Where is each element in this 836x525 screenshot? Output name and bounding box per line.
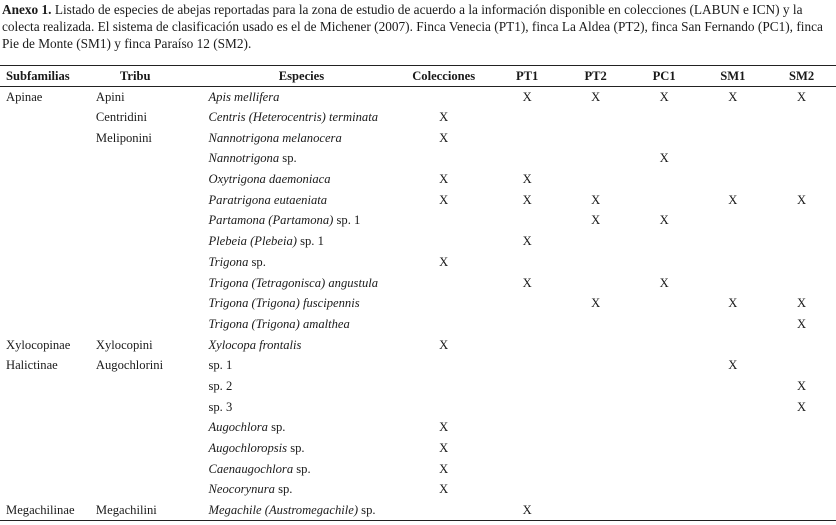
- especie-italic: Partamona (Partamona): [208, 213, 334, 228]
- subfamilia-cell: [0, 376, 96, 397]
- pt2-mark: X: [591, 89, 601, 104]
- sm2-mark: X: [797, 399, 807, 414]
- sm2-mark: [767, 252, 836, 273]
- pt1-mark: X: [522, 275, 532, 290]
- especie-italic: Trigona (Trigona) fuscipennis: [208, 296, 360, 311]
- colecciones-mark: [394, 314, 493, 335]
- tribu-cell: [96, 169, 209, 190]
- pc1-mark: [630, 459, 699, 480]
- subfamilia-cell: [0, 252, 96, 273]
- sm2-mark: [767, 438, 836, 459]
- sm2-mark: [767, 169, 836, 190]
- pt1-mark: X: [522, 172, 532, 187]
- pt2-mark: [561, 355, 629, 376]
- especie-plain: sp. 2: [208, 378, 233, 393]
- tribu-cell: [96, 211, 209, 232]
- pt2-mark: [561, 459, 629, 480]
- sm2-mark: [767, 355, 836, 376]
- pc1-mark: X: [659, 89, 669, 104]
- especie-cell: [208, 190, 394, 211]
- pt1-mark: [493, 314, 561, 335]
- pt1-mark: X: [522, 89, 532, 104]
- especie-cell: [208, 459, 394, 480]
- subfamilia-cell: [0, 211, 96, 232]
- especie-plain: sp. 3: [208, 399, 233, 414]
- especie-cell: [208, 169, 394, 190]
- pt2-mark: [561, 128, 629, 149]
- sm2-mark: [767, 273, 836, 294]
- pc1-mark: [630, 169, 699, 190]
- sm1-mark: [698, 438, 767, 459]
- especie-italic: Nannotrigona: [208, 151, 280, 166]
- sm2-mark: X: [797, 378, 807, 393]
- pc1-mark: X: [659, 213, 669, 228]
- pt1-mark: [493, 211, 561, 232]
- sm1-mark: X: [728, 358, 738, 373]
- especie-cell: [208, 397, 394, 418]
- pt2-mark: [561, 149, 629, 170]
- colecciones-mark: [394, 231, 493, 252]
- subfamilia-cell: [0, 418, 96, 439]
- pt2-mark: [561, 314, 629, 335]
- especie-cell: [208, 418, 394, 439]
- pt1-mark: [493, 459, 561, 480]
- table-row: [0, 107, 836, 128]
- pc1-mark: X: [659, 151, 669, 166]
- sm2-mark: [767, 107, 836, 128]
- pt1-mark: [493, 107, 561, 128]
- pc1-mark: [630, 480, 699, 501]
- table-row: [0, 335, 836, 356]
- tribu-cell: [96, 438, 209, 459]
- colecciones-mark: X: [439, 130, 449, 145]
- especie-italic: Nannotrigona melanocera: [208, 130, 342, 145]
- especie-cell: [208, 293, 394, 314]
- header-subfamilias: Subfamilias: [6, 68, 70, 83]
- subfamilia-cell: [0, 438, 96, 459]
- colecciones-mark: [394, 293, 493, 314]
- especie-italic: Trigona: [208, 254, 249, 269]
- table-body: [0, 87, 836, 521]
- colecciones-mark: X: [439, 461, 449, 476]
- pt2-mark: [561, 169, 629, 190]
- table-caption: [2, 1, 834, 52]
- header-sm2: SM2: [788, 68, 815, 83]
- header-tribu: Tribu: [119, 68, 151, 83]
- especie-cell: [208, 87, 394, 108]
- sm2-mark: X: [797, 316, 807, 331]
- tribu-cell: [96, 397, 209, 418]
- especie-plain: sp.: [267, 420, 286, 435]
- tribu-cell: [96, 231, 209, 252]
- tribu-cell: [96, 480, 209, 501]
- sm1-mark: [698, 273, 767, 294]
- sm1-mark: [698, 211, 767, 232]
- sm2-mark: [767, 211, 836, 232]
- pc1-mark: [630, 438, 699, 459]
- pt2-mark: X: [591, 213, 601, 228]
- especie-italic: Paratrigona eutaeniata: [208, 192, 328, 207]
- header-pt2: PT2: [584, 68, 607, 83]
- table-row: [0, 211, 836, 232]
- pt1-mark: [493, 397, 561, 418]
- pt2-mark: [561, 500, 629, 521]
- sm2-mark: [767, 149, 836, 170]
- colecciones-mark: X: [439, 337, 449, 352]
- pc1-mark: [630, 500, 699, 521]
- colecciones-mark: [394, 376, 493, 397]
- sm2-mark: X: [797, 192, 807, 207]
- especie-plain: sp. 1: [208, 358, 233, 373]
- pt2-mark: X: [591, 296, 601, 311]
- header-pc1: PC1: [652, 68, 676, 83]
- especie-cell: [208, 335, 394, 356]
- table-row: [0, 459, 836, 480]
- pc1-mark: [630, 231, 699, 252]
- subfamilia-cell: [0, 128, 96, 149]
- pt1-mark: [493, 252, 561, 273]
- tribu-cell: [96, 459, 209, 480]
- pc1-mark: X: [659, 275, 669, 290]
- table-row: [0, 273, 836, 294]
- especie-italic: Apis mellifera: [208, 89, 280, 104]
- especie-cell: [208, 500, 394, 521]
- species-table: [0, 65, 836, 521]
- colecciones-mark: X: [439, 420, 449, 435]
- colecciones-mark: [394, 149, 493, 170]
- sm1-mark: [698, 314, 767, 335]
- colecciones-mark: X: [439, 482, 449, 497]
- especie-italic: Oxytrigona daemoniaca: [208, 172, 331, 187]
- subfamilia-cell: Megachilinae: [6, 502, 75, 517]
- especie-plain: sp.: [287, 441, 305, 456]
- pc1-mark: [630, 107, 699, 128]
- especie-plain: sp.: [358, 502, 376, 517]
- table-row: [0, 128, 836, 149]
- table-row: [0, 190, 836, 211]
- pc1-mark: [630, 314, 699, 335]
- pt1-mark: X: [522, 192, 532, 207]
- especie-italic: Trigona (Trigona) amalthea: [208, 316, 350, 331]
- tribu-cell: [96, 293, 209, 314]
- subfamilia-cell: [0, 293, 96, 314]
- sm1-mark: [698, 397, 767, 418]
- pc1-mark: [630, 335, 699, 356]
- pt2-mark: [561, 480, 629, 501]
- tribu-cell: [96, 190, 209, 211]
- sm2-mark: [767, 459, 836, 480]
- tribu-cell: [96, 314, 209, 335]
- caption-text: Listado de especies de abejas reportadas para la zona de estudio de acuerdo a la información disponible en colecciones (LABUN e ICN) y la colecta realizada. El sistema de clasificación usado es el de Michener (2007). Finca Venecia (PT1), finca La Aldea (PT2), finca San Fernando (PC1), finca Pie de Monte (SM1) y finca Paraíso 12 (SM2).: [2, 2, 823, 51]
- especie-cell: [208, 149, 394, 170]
- table-row: [0, 480, 836, 501]
- tribu-cell: [96, 418, 209, 439]
- subfamilia-cell: [0, 480, 96, 501]
- colecciones-mark: X: [439, 192, 449, 207]
- colecciones-mark: X: [439, 172, 449, 187]
- sm1-mark: [698, 500, 767, 521]
- pt2-mark: [561, 107, 629, 128]
- tribu-cell: Augochlorini: [95, 358, 164, 373]
- sm1-mark: [698, 149, 767, 170]
- colecciones-mark: [394, 397, 493, 418]
- especie-cell: [208, 376, 394, 397]
- colecciones-mark: X: [439, 441, 449, 456]
- pc1-mark: [630, 190, 699, 211]
- subfamilia-cell: [0, 190, 96, 211]
- sm1-mark: X: [728, 296, 738, 311]
- especie-cell: [208, 107, 394, 128]
- table-row: [0, 500, 836, 521]
- especie-plain: sp.: [274, 482, 293, 497]
- pt1-mark: X: [522, 502, 532, 517]
- especie-cell: [208, 252, 394, 273]
- tribu-cell: [96, 252, 209, 273]
- sm1-mark: [698, 252, 767, 273]
- subfamilia-cell: Xylocopinae: [6, 337, 71, 352]
- subfamilia-cell: Apinae: [6, 89, 43, 104]
- pt1-mark: [493, 335, 561, 356]
- table-row: [0, 252, 836, 273]
- pc1-mark: [630, 397, 699, 418]
- sm2-mark: [767, 480, 836, 501]
- subfamilia-cell: [0, 107, 96, 128]
- pt2-mark: [561, 438, 629, 459]
- sm1-mark: [698, 335, 767, 356]
- subfamilia-cell: [0, 231, 96, 252]
- pt1-mark: [493, 480, 561, 501]
- especie-cell: [208, 438, 394, 459]
- pt2-mark: [561, 335, 629, 356]
- tribu-cell: [96, 376, 209, 397]
- subfamilia-cell: [0, 149, 96, 170]
- especie-cell: [208, 211, 394, 232]
- subfamilia-cell: [0, 397, 96, 418]
- colecciones-mark: [394, 500, 493, 521]
- table-row: [0, 355, 836, 376]
- colecciones-mark: [394, 273, 493, 294]
- pt2-mark: [561, 397, 629, 418]
- sm1-mark: [698, 169, 767, 190]
- table-row: [0, 169, 836, 190]
- colecciones-mark: [394, 87, 493, 108]
- pt2-mark: [561, 273, 629, 294]
- especie-cell: [208, 355, 394, 376]
- header-sm1: SM1: [720, 68, 746, 83]
- header-pt1: PT1: [515, 68, 539, 83]
- sm1-mark: [698, 128, 767, 149]
- tribu-cell: [96, 273, 209, 294]
- especie-italic: Megachile (Austromegachile): [208, 502, 359, 517]
- table-row: [0, 87, 836, 108]
- colecciones-mark: [394, 355, 493, 376]
- table-row: [0, 149, 836, 170]
- sm2-mark: [767, 128, 836, 149]
- sm2-mark: X: [797, 89, 807, 104]
- pt2-mark: [561, 376, 629, 397]
- pt1-mark: [493, 293, 561, 314]
- subfamilia-cell: [0, 273, 96, 294]
- table-row: [0, 231, 836, 252]
- sm2-mark: [767, 500, 836, 521]
- table-row: [0, 376, 836, 397]
- pt2-mark: [561, 231, 629, 252]
- pc1-mark: [630, 128, 699, 149]
- especie-italic: Augochloropsis: [208, 441, 288, 456]
- pt1-mark: [493, 418, 561, 439]
- tribu-cell: Meliponini: [95, 130, 152, 145]
- especie-italic: Caenaugochlora: [208, 461, 294, 476]
- especie-italic: Neocorynura: [208, 482, 275, 497]
- especie-cell: [208, 314, 394, 335]
- subfamilia-cell: [0, 169, 96, 190]
- especie-italic: Plebeia (Plebeia): [208, 234, 297, 249]
- pt2-mark: [561, 418, 629, 439]
- especie-plain: sp.: [248, 254, 266, 269]
- tribu-cell: Xylocopini: [95, 337, 153, 352]
- especie-italic: Augochlora: [208, 420, 268, 435]
- sm1-mark: [698, 480, 767, 501]
- especie-plain: sp. 1: [296, 234, 324, 249]
- subfamilia-cell: [0, 459, 96, 480]
- sm1-mark: X: [728, 192, 738, 207]
- pc1-mark: [630, 293, 699, 314]
- sm1-mark: X: [728, 89, 738, 104]
- especie-cell: [208, 231, 394, 252]
- sm2-mark: X: [797, 296, 807, 311]
- especie-italic: Xylocopa frontalis: [208, 337, 302, 352]
- tribu-cell: Centridini: [95, 110, 147, 125]
- especie-plain: sp.: [293, 461, 311, 476]
- colecciones-mark: X: [439, 254, 449, 269]
- pc1-mark: [630, 376, 699, 397]
- pt1-mark: X: [522, 234, 532, 249]
- table-row: [0, 293, 836, 314]
- pc1-mark: [630, 355, 699, 376]
- sm2-mark: [767, 335, 836, 356]
- sm1-mark: [698, 376, 767, 397]
- sm2-mark: [767, 418, 836, 439]
- sm2-mark: [767, 231, 836, 252]
- table-row: [0, 397, 836, 418]
- pt1-mark: [493, 355, 561, 376]
- especie-italic: Trigona (Tetragonisca) angustula: [208, 275, 379, 290]
- pt1-mark: [493, 149, 561, 170]
- pt1-mark: [493, 438, 561, 459]
- especie-plain: sp. 1: [333, 213, 361, 228]
- sm1-mark: [698, 107, 767, 128]
- pc1-mark: [630, 418, 699, 439]
- pc1-mark: [630, 252, 699, 273]
- especie-plain: sp.: [279, 151, 297, 166]
- pt2-mark: [561, 252, 629, 273]
- especie-cell: [208, 273, 394, 294]
- table-row: [0, 418, 836, 439]
- sm1-mark: [698, 418, 767, 439]
- pt2-mark: X: [591, 192, 601, 207]
- subfamilia-cell: Halictinae: [6, 358, 58, 373]
- tribu-cell: [96, 149, 209, 170]
- colecciones-mark: [394, 211, 493, 232]
- table-row: [0, 438, 836, 459]
- caption-label: Anexo 1.: [2, 2, 52, 17]
- especie-cell: [208, 480, 394, 501]
- table-header-row: [0, 66, 836, 87]
- header-colecciones: Colecciones: [412, 68, 476, 83]
- especie-cell: [208, 128, 394, 149]
- pt1-mark: [493, 128, 561, 149]
- tribu-cell: Apini: [95, 89, 125, 104]
- header-especies: Especies: [278, 68, 325, 83]
- subfamilia-cell: [0, 314, 96, 335]
- sm1-mark: [698, 459, 767, 480]
- pt1-mark: [493, 376, 561, 397]
- tribu-cell: Megachilini: [95, 502, 157, 517]
- table-row: [0, 314, 836, 335]
- sm1-mark: [698, 231, 767, 252]
- colecciones-mark: X: [439, 110, 449, 125]
- especie-italic: Centris (Heterocentris) terminata: [208, 110, 378, 125]
